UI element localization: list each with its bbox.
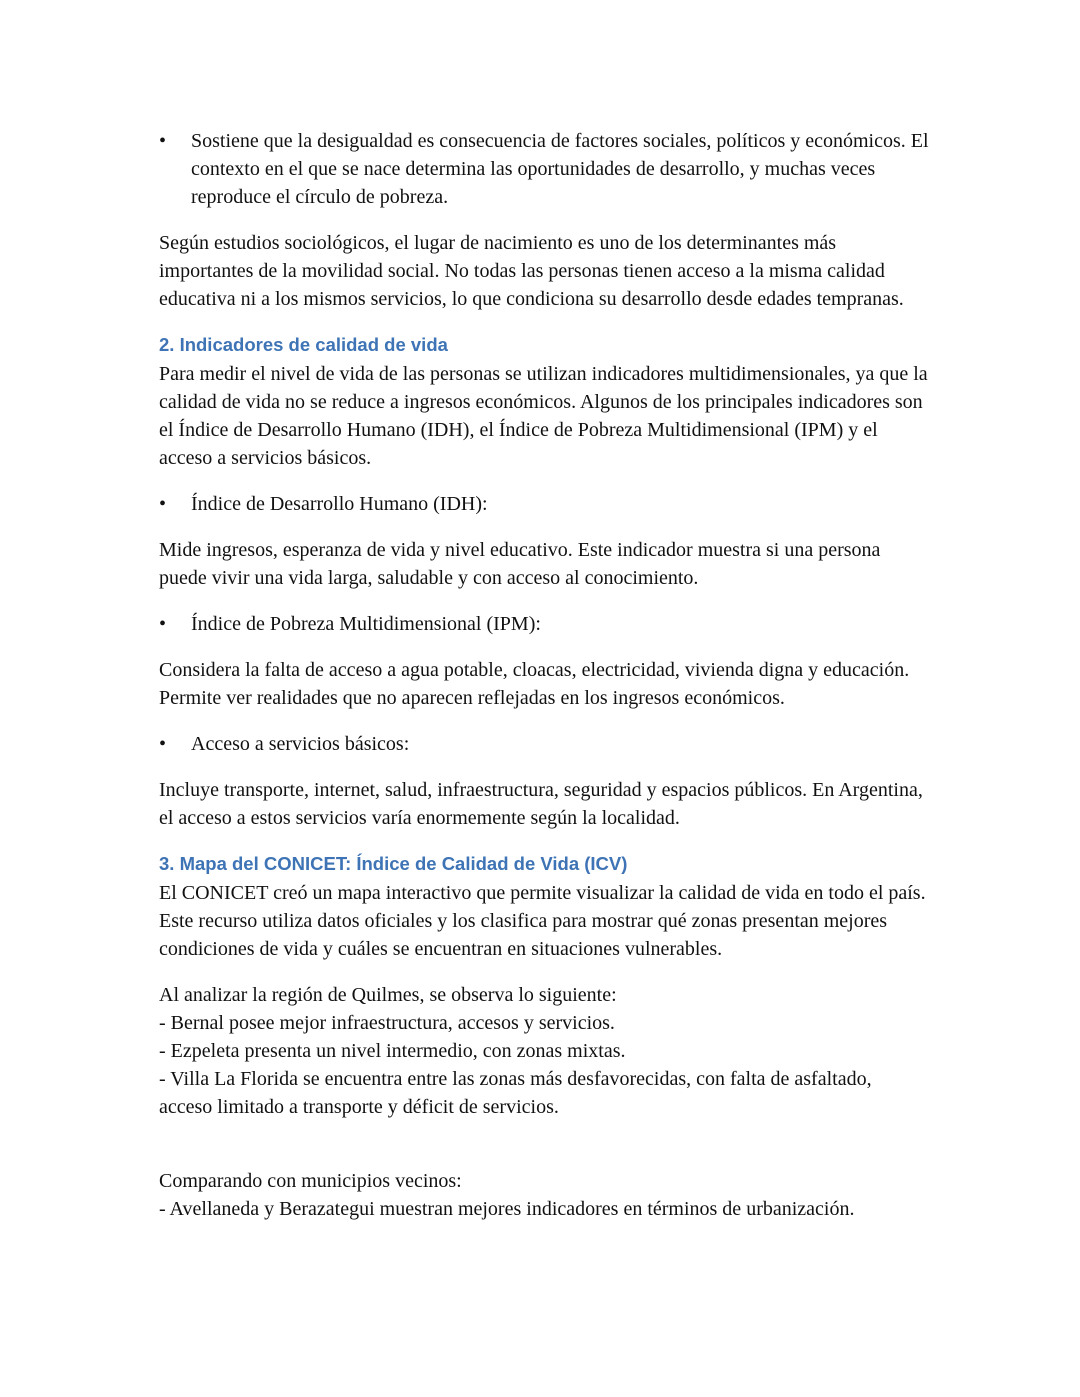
intro-bullet-text: Sostiene que la desigualdad es consecuencia de factores sociales, políticos y económicos. El contexto en el que se nace determina las oportunidades de desarrollo, y muchas veces reproduce el círculo de pobreza. xyxy=(191,130,929,208)
bullet-icon: • xyxy=(159,613,167,635)
quilmes-item-bernal: - Bernal posee mejor infraestructura, accesos y servicios. xyxy=(159,1012,615,1034)
document-page xyxy=(159,127,929,1241)
bullet-icon: • xyxy=(159,493,167,515)
blank-line xyxy=(159,1139,929,1167)
indicator-ipm-title: Índice de Pobreza Multidimensional (IPM): xyxy=(191,613,541,635)
indicator-idh-title: Índice de Desarrollo Humano (IDH): xyxy=(191,493,488,515)
indicator-idh-bullet xyxy=(159,490,929,518)
indicator-services-bullet xyxy=(159,730,929,758)
indicator-ipm-bullet xyxy=(159,610,929,638)
neighbors-comparison xyxy=(159,1167,929,1223)
intro-paragraph: Según estudios sociológicos, el lugar de nacimiento es uno de los determinantes más importantes de la movilidad social. No todas las personas tienen acceso a la misma calidad educativa ni a los mismos servicios, lo que condiciona su desarrollo desde edades tempranas. xyxy=(159,232,904,310)
quilmes-item-ezpeleta: - Ezpeleta presenta un nivel intermedio, con zonas mixtas. xyxy=(159,1040,626,1062)
neighbors-item-avellaneda-berazategui: - Avellaneda y Berazategui muestran mejores indicadores en términos de urbanización. xyxy=(159,1198,855,1220)
indicator-services-description: Incluye transporte, internet, salud, infraestructura, seguridad y espacios públicos. En Argentina, el acceso a estos servicios varía enormemente según la localidad. xyxy=(159,779,923,829)
indicator-ipm-description: Considera la falta de acceso a agua potable, cloacas, electricidad, vivienda digna y educación. Permite ver realidades que no aparecen reflejadas en los ingresos económicos. xyxy=(159,659,910,709)
indicator-idh-description: Mide ingresos, esperanza de vida y nivel educativo. Este indicador muestra si una persona puede vivir una vida larga, saludable y con acceso al conocimiento. xyxy=(159,539,881,589)
quilmes-intro: Al analizar la región de Quilmes, se observa lo siguiente: xyxy=(159,984,617,1006)
section-3-heading: 3. Mapa del CONICET: Índice de Calidad de Vida (ICV) xyxy=(159,853,628,874)
bullet-icon: • xyxy=(159,130,167,152)
section-2-heading: 2. Indicadores de calidad de vida xyxy=(159,334,448,355)
quilmes-item-villa-la-florida: - Villa La Florida se encuentra entre las zonas más desfavorecidas, con falta de asfaltado, acceso limitado a transporte y déficit de servicios. xyxy=(159,1068,872,1118)
neighbors-intro: Comparando con municipios vecinos: xyxy=(159,1170,462,1192)
bullet-icon: • xyxy=(159,733,167,755)
intro-bullet xyxy=(159,127,929,211)
section-2-paragraph: Para medir el nivel de vida de las personas se utilizan indicadores multidimensionales, ya que la calidad de vida no se reduce a ingresos económicos. Algunos de los principales indicadores son el Índice de Desarrollo Humano (IDH), el Índice de Pobreza Multidimensional (IPM) y el acceso a servicios básicos. xyxy=(159,363,928,469)
quilmes-analysis xyxy=(159,981,929,1121)
section-3-paragraph: El CONICET creó un mapa interactivo que permite visualizar la calidad de vida en todo el país. Este recurso utiliza datos oficiales y los clasifica para mostrar qué zonas presentan mejores condiciones de vida y cuáles se encuentran en situaciones vulnerables. xyxy=(159,882,926,960)
indicator-services-title: Acceso a servicios básicos: xyxy=(191,733,410,755)
